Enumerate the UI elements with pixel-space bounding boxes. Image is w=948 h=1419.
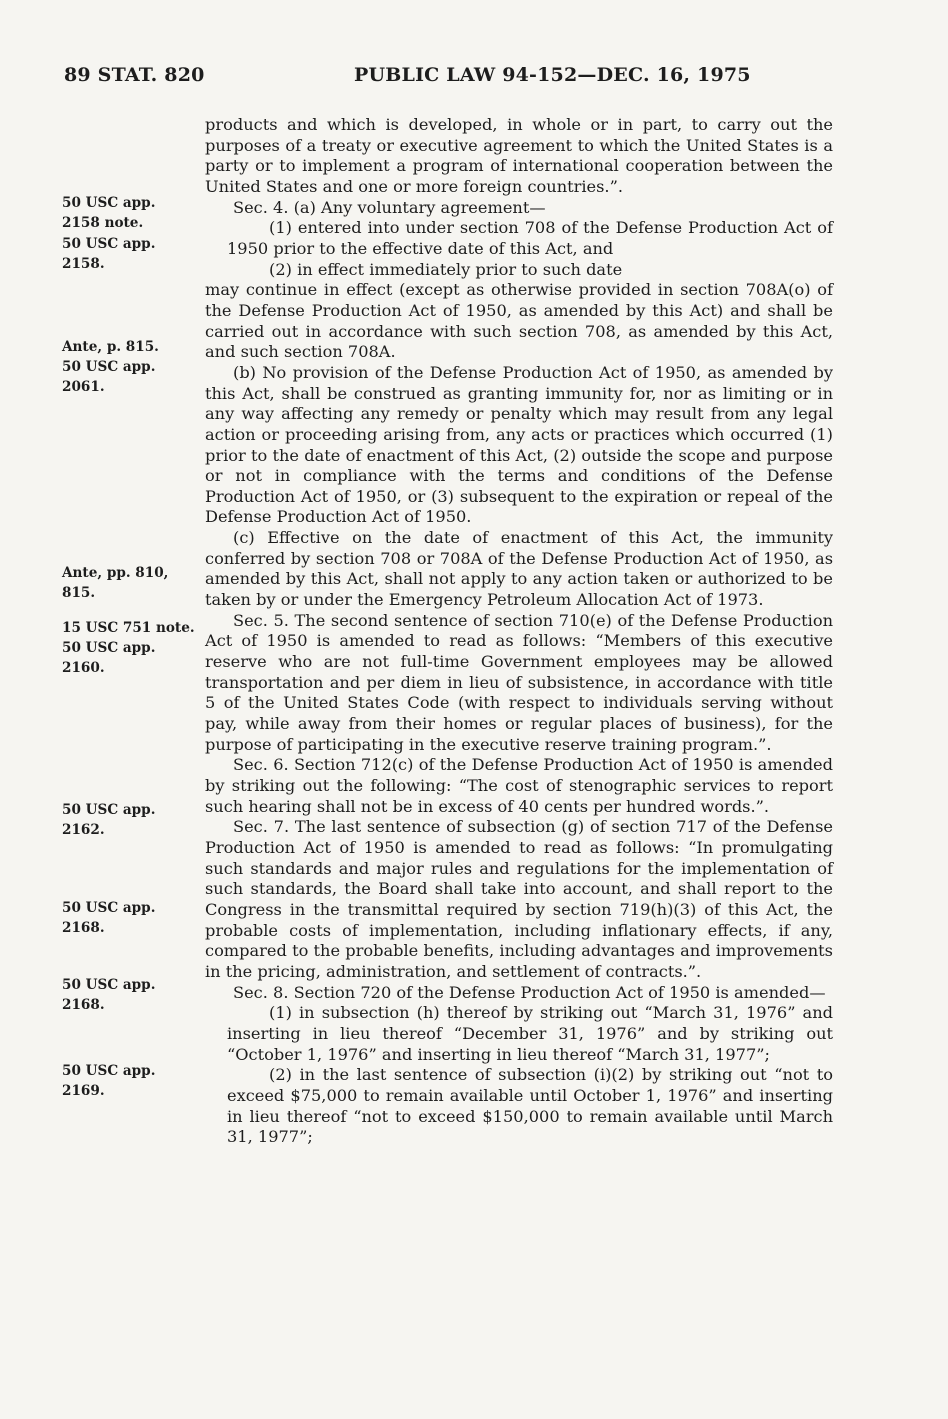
body-text xyxy=(205,115,833,1148)
paragraph: (c) Effective on the date of enactment of this Act, the immunity conferred by section 708 or 708A of the Defense Production Act of 1950, as amended by this Act, shall not apply to any action taken or authorized to be taken by or under the Emergency Petroleum Allocation Act of 1973. xyxy=(205,528,833,610)
paragraph: (1) in subsection (h) thereof by striking out “March 31, 1976” and inserting in lieu thereof “December 31, 1976” and by striking out “October 1, 1976” and inserting in lieu thereof “March 31, 1977”; xyxy=(227,1003,833,1064)
section-4-heading: Sec. 4. (a) Any voluntary agreement— xyxy=(233,197,546,217)
margin-note: 50 USC app. 2158 note. xyxy=(62,195,156,231)
statute-page-number: 89 STAT. 820 xyxy=(64,64,205,86)
section-7: Sec. 7. The last sentence of subsection (g) of section 717 of the Defense Production Act of 1950 is amended to read as follows: “In promulgating such standards and major rules and regulations for the implementation of such standards, the Board shall take into account, and shall report to the Congress in the transmittal required by section 719(h)(3) of this Act, the probable costs of implementation, including inflationary effects, if any, compared to the probable benefits, including advantages and improvements in the pricing, administration, and settlement of contracts.”. xyxy=(205,817,833,981)
paragraph: (2) in the last sentence of subsection (i)(2) by striking out “not to exceed $75,000 to remain available until October 1, 1976” and inserting in lieu thereof “not to exceed $150,000 to remain available until March 31, 1977”; xyxy=(227,1065,833,1147)
margin-note: 50 USC app. 2168. xyxy=(62,900,156,936)
paragraph: (2) in effect immediately prior to such date xyxy=(269,259,623,279)
margin-note: 50 USC app. 2162. xyxy=(62,802,156,838)
section-5: Sec. 5. The second sentence of section 710(e) of the Defense Production Act of 1950 is amended to read as follows: “Members of this executive reserve who are not full-time Government employees may be allowed transportation and per diem in lieu of subsistence, in accordance with title 5 of the United States Code (with respect to individuals serving without pay, while away from their homes or regular places of business), for the purpose of participating in the executive reserve training program.”. xyxy=(205,610,833,754)
paragraph: may continue in effect (except as otherwise provided in section 708A(o) of the Defense Production Act of 1950, as amended by this Act) and shall be carried out in accordance with such section 708, as amended by this Act, and such section 708A. xyxy=(205,280,833,362)
paragraph: (b) No provision of the Defense Production Act of 1950, as amended by this Act, shall be construed as granting immunity for, nor as limiting or in any way affecting any remedy or penalty which may result from any legal action or proceeding arising from, any acts or practices which occurred (1) prior to the date of enactment of this Act, (2) outside the scope and purpose or not in compliance with the terms and conditions of the Defense Production Act of 1950, or (3) subsequent to the expiration or repeal of the Defense Production Act of 1950. xyxy=(205,362,833,527)
margin-note: Ante, p. 815. 50 USC app. 2061. xyxy=(62,339,159,395)
section-8: Sec. 8. Section 720 of the Defense Production Act of 1950 is amended— xyxy=(233,982,826,1002)
paragraph: (1) entered into under section 708 of the Defense Production Act of 1950 prior to the effective date of this Act, and xyxy=(227,218,833,258)
section-6: Sec. 6. Section 712(c) of the Defense Production Act of 1950 is amended by striking out the following: “The cost of stenographic services to report such hearing shall not be in excess of 40 cents per hundred words.”. xyxy=(205,755,833,816)
paragraph: products and which is developed, in whole or in part, to carry out the purposes of a treaty or executive agreement to which the United States is a party or to implement a program of international cooperation between the United States and one or more foreign countries.”. xyxy=(205,115,833,196)
margin-note: 15 USC 751 note. 50 USC app. 2160. xyxy=(62,620,195,676)
margin-note: 50 USC app. 2169. xyxy=(62,1063,156,1099)
margin-note: 50 USC app. 2158. xyxy=(62,236,156,272)
running-title: PUBLIC LAW 94-152—DEC. 16, 1975 xyxy=(354,64,751,86)
margin-note: Ante, pp. 810, 815. xyxy=(62,565,169,601)
margin-note: 50 USC app. 2168. xyxy=(62,977,156,1013)
